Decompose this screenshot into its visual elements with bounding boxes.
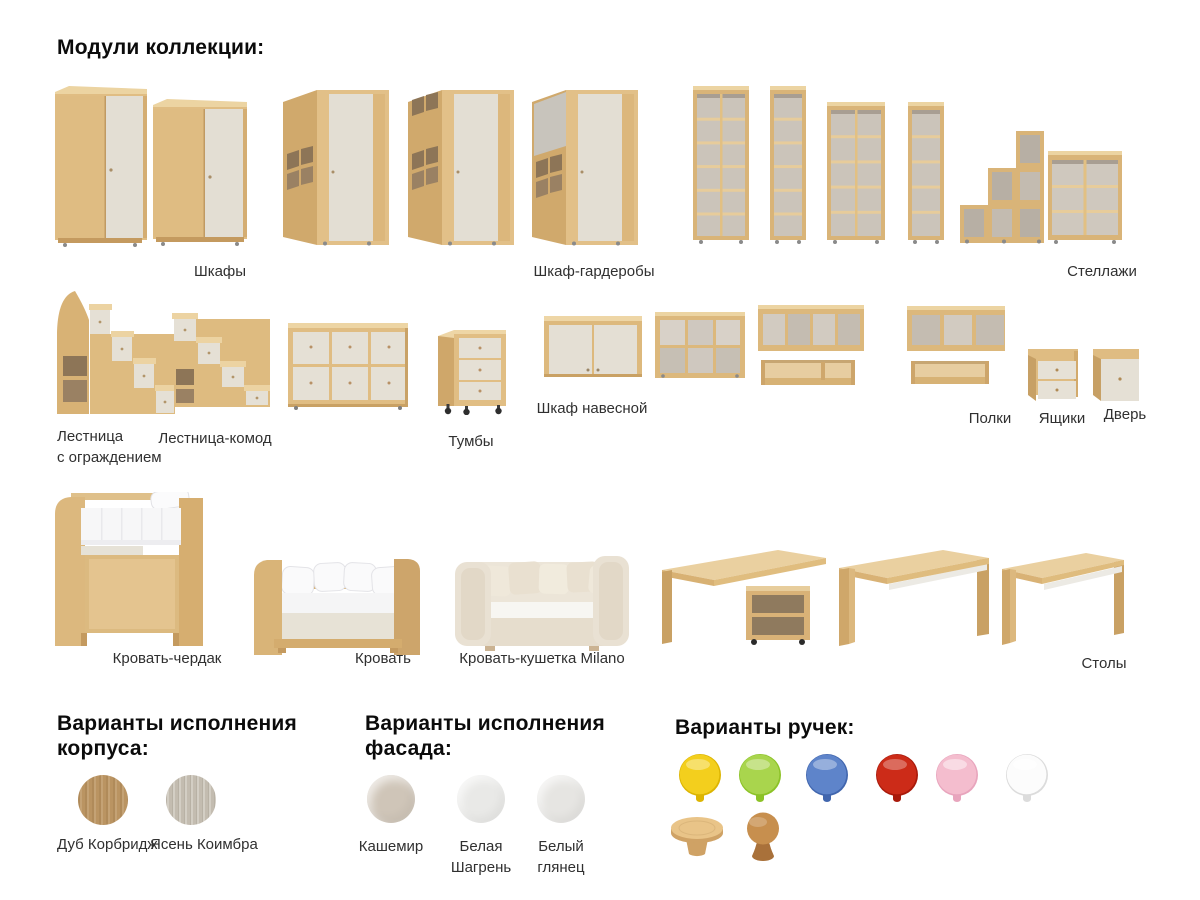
label-daybed: Кровать-кушетка Milano	[459, 650, 625, 667]
shelf-2x5-image	[827, 102, 885, 245]
swatch-white-shagreen	[457, 775, 505, 823]
desk-large-image	[839, 548, 989, 650]
knob-blue	[804, 752, 850, 806]
label-white-gloss-line1: Белый	[538, 838, 584, 855]
shelf-4bay-image	[758, 305, 864, 352]
label-cabinets: Тумбы	[448, 433, 494, 450]
wardrobe-short-image	[153, 97, 247, 247]
facade-variants-title	[365, 712, 605, 762]
label-white-shagreen	[451, 836, 511, 878]
knob-pink	[934, 752, 980, 806]
ladder-with-rail-image	[55, 286, 175, 414]
label-drawers: Ящики	[1038, 410, 1086, 427]
facade-variants-title-line2: фасада:	[365, 736, 453, 760]
corner-wardrobe-2-image	[408, 88, 514, 246]
swatch-ash-coimbra	[166, 775, 216, 825]
label-ladder	[57, 426, 162, 468]
drawer-insert-image	[1024, 349, 1082, 402]
knob-white	[1004, 752, 1050, 806]
chest-6-drawers-image	[288, 323, 408, 410]
label-door: Дверь	[1103, 406, 1147, 423]
label-ladder-line2: с ограждением	[57, 449, 162, 466]
label-ladder-dresser: Лестница-комод	[158, 430, 272, 447]
wardrobe-tall-image	[55, 84, 147, 247]
rolling-cabinet-image	[438, 330, 506, 415]
corner-wardrobe-1-image	[283, 88, 389, 246]
knob-wood-mushroom	[738, 812, 788, 864]
label-cashmere	[359, 836, 424, 857]
shelf-3bay-image	[907, 306, 1005, 352]
label-shelving: Стеллажи	[1067, 263, 1137, 280]
shelf-stairs-image	[960, 129, 1044, 244]
cube-shelf-2x3-image	[655, 312, 745, 380]
label-wall-cabinet: Шкаф навесной	[536, 400, 648, 417]
body-variants-title-line2: корпуса:	[57, 736, 149, 760]
label-white-gloss-line2: глянец	[537, 859, 585, 876]
label-shelves: Полки	[968, 410, 1012, 427]
swatch-white-gloss	[537, 775, 585, 823]
knob-wood-flat	[668, 815, 726, 861]
swatch-oak-corbridge	[78, 775, 128, 825]
handles-variants-title: Варианты ручек:	[675, 716, 855, 739]
label-ash-coimbra: Ясень Коимбра	[150, 836, 258, 853]
facade-variants-title-line1: Варианты исполнения	[365, 712, 605, 735]
shelf-2x3-image	[1048, 151, 1122, 245]
label-white-shagreen-line1: Белая	[459, 838, 503, 855]
bed-image	[252, 545, 422, 655]
shelf-1x6-image	[770, 84, 806, 245]
page-title: Модули коллекции:	[57, 36, 265, 59]
label-loft-bed: Кровать-чердак	[112, 650, 222, 667]
label-wardrobe-closets: Шкаф-гардеробы	[533, 263, 655, 280]
shelf-1x5-image	[908, 102, 944, 245]
label-oak-corbridge: Дуб Корбридж	[57, 836, 158, 853]
wall-shelf-short-image	[911, 359, 989, 388]
corner-wardrobe-3-image	[532, 88, 638, 246]
label-wardrobes: Шкафы	[193, 263, 247, 280]
knob-red	[874, 752, 920, 806]
shelf-2x6-image	[693, 84, 749, 245]
daybed-milano-image	[455, 538, 629, 654]
door-insert-image	[1089, 349, 1143, 402]
label-white-gloss	[537, 836, 584, 878]
wall-shelf-long-image	[761, 358, 855, 389]
loft-bed-image	[55, 492, 205, 646]
desk-with-cabinet-image	[662, 546, 826, 646]
label-ladder-line1: Лестница	[57, 428, 124, 445]
swatch-cashmere	[367, 775, 415, 823]
label-cashmere-line1: Кашемир	[358, 838, 424, 855]
knob-yellow	[677, 752, 723, 806]
wall-cabinet-image	[544, 316, 642, 380]
label-desks: Столы	[1081, 655, 1127, 672]
ladder-dresser-image	[172, 305, 270, 407]
desk-small-image	[1002, 551, 1124, 649]
label-white-shagreen-line2: Шагрень	[450, 859, 512, 876]
knob-green	[737, 752, 783, 806]
body-variants-title-line1: Варианты исполнения	[57, 712, 297, 735]
body-variants-title	[57, 712, 297, 762]
label-bed: Кровать	[355, 650, 411, 667]
